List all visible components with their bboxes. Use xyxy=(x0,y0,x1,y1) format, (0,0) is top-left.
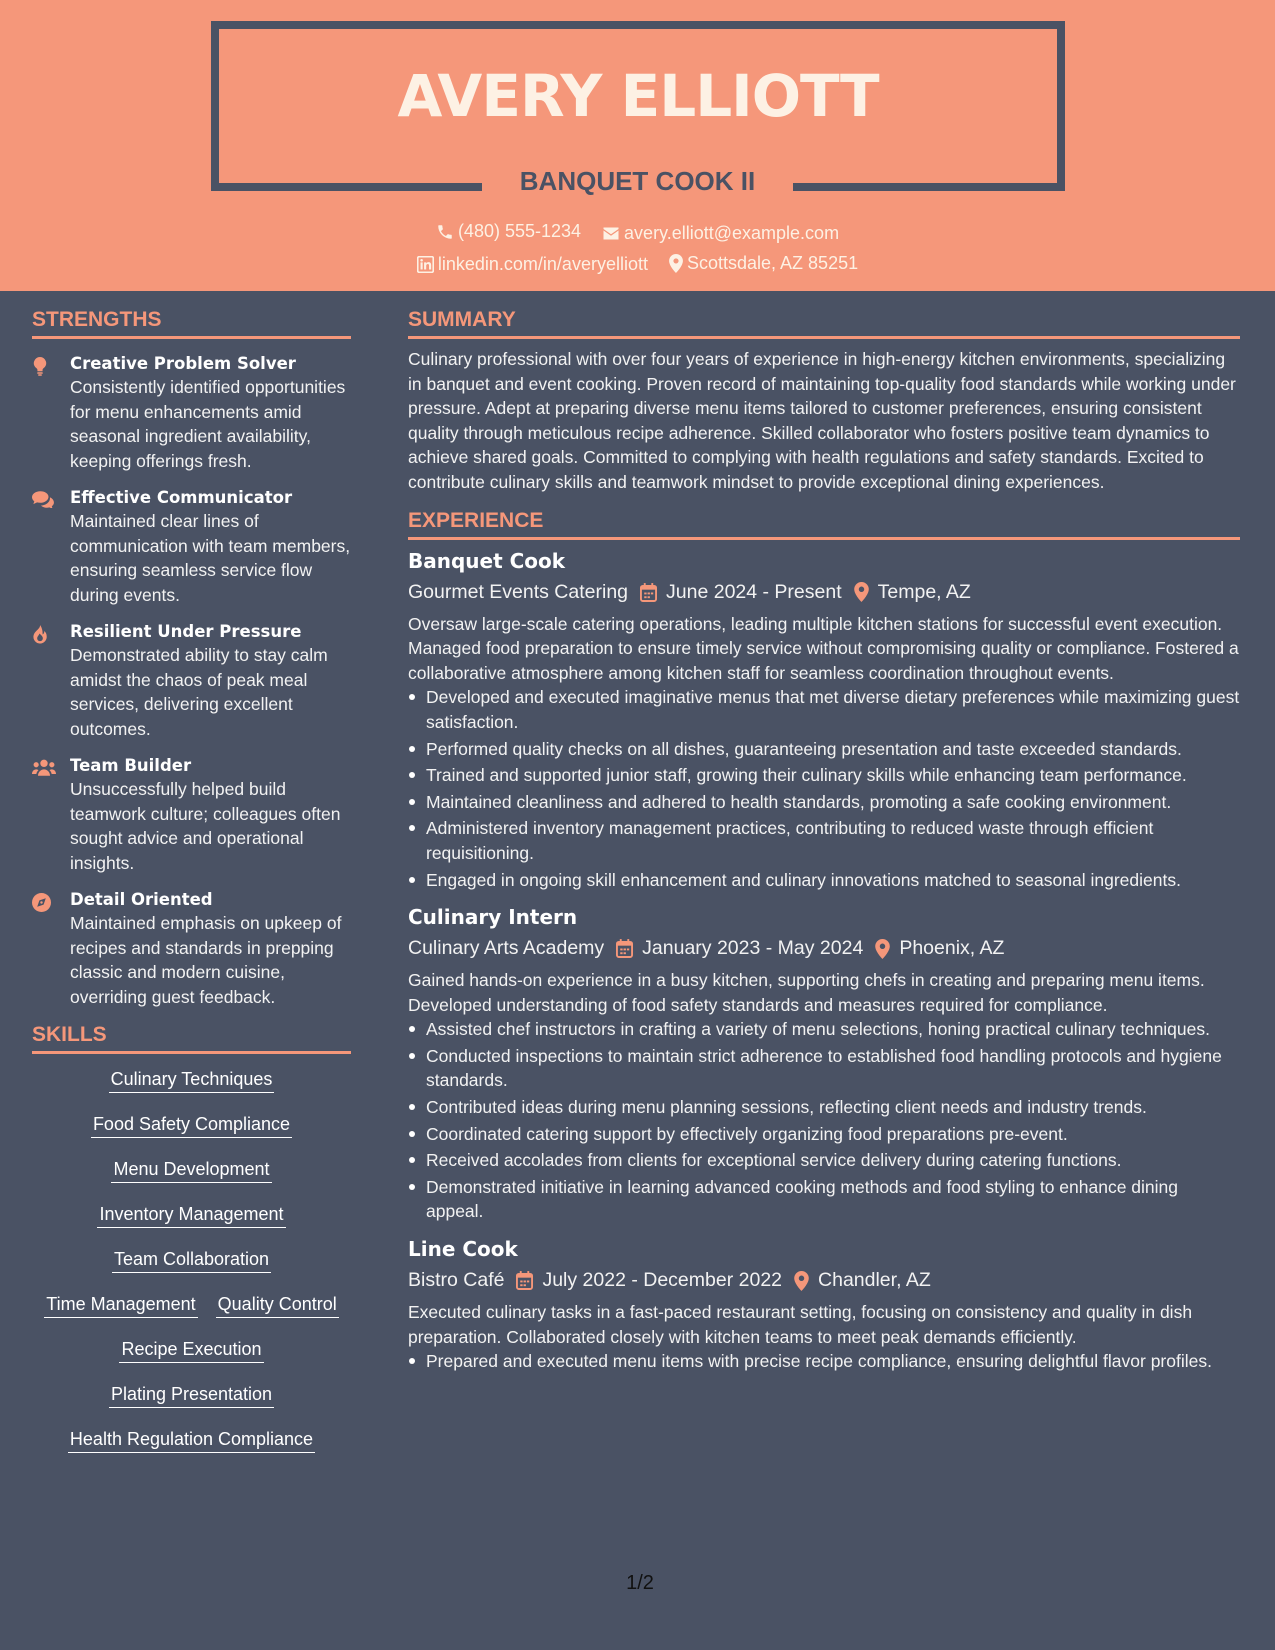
contact-row-2 xyxy=(0,253,1275,278)
skill-tag: Time Management xyxy=(44,1293,197,1318)
calendar-icon xyxy=(616,939,633,958)
left-column xyxy=(32,291,351,1473)
bullet-item: Demonstrated initiative in learning advanced cooking methods and food styling to enhance dining appeal. xyxy=(408,1175,1240,1224)
strengths-heading: STRENGTHS xyxy=(32,308,351,339)
skill-tag: Quality Control xyxy=(216,1293,339,1318)
bullet-item: Prepared and executed menu items with precise recipe compliance, ensuring delightful flavor profiles. xyxy=(408,1349,1240,1374)
bullet-item: Contributed ideas during menu planning sessions, reflecting client needs and industry trends. xyxy=(408,1095,1240,1120)
job-company: Bistro Café xyxy=(408,1269,505,1292)
strength-title: Detail Oriented xyxy=(70,890,213,909)
job-dates: June 2024 - Present xyxy=(666,580,842,603)
bullet-item: Trained and supported junior staff, growing their culinary skills while enhancing team performance. xyxy=(408,763,1240,788)
job-bullets xyxy=(408,685,1240,892)
job-entry xyxy=(408,548,1240,893)
envelope-icon xyxy=(602,226,620,241)
job-description: Gained hands-on experience in a busy kitchen, supporting chefs in creating and preparing menu items. Developed understanding of food safety standards and measures required for compliance. xyxy=(408,970,1205,1015)
summary-text: Culinary professional with over four years of experience in high-energy kitchen environments, specializing in banquet and event cooking. Proven record of maintaining top-quality food standards while working under pressure. Adept at preparing diverse menu items tailored to customer preferences, ensuring consistent quality through meticulous recipe adherence. Skilled collaborator who fosters positive team dynamics to achieve shared goals. Committed to complying with health regulations and safety standards. Excited to contribute culinary skills and teamwork mindset to provide exceptional dining experiences. xyxy=(408,349,1236,492)
skills-list xyxy=(32,1068,351,1473)
bullet-item: Assisted chef instructors in crafting a variety of menu selections, honing practical culinary techniques. xyxy=(408,1017,1240,1042)
job-entry xyxy=(408,904,1240,1224)
job-dates: July 2022 - December 2022 xyxy=(542,1269,783,1292)
job-dates: January 2023 - May 2024 xyxy=(642,937,864,960)
strength-desc: Unsuccessfully helped build teamwork culture; colleagues often sought advice and operational insights. xyxy=(70,779,341,873)
flame-icon xyxy=(32,625,48,644)
job-location: Chandler, AZ xyxy=(818,1269,931,1292)
job-description: Executed culinary tasks in a fast-paced restaurant setting, focusing on consistency and quality in dish preparation. Collaborated closely with kitchen teams to meet peak demands efficiently. xyxy=(408,1302,1193,1347)
job-meta xyxy=(408,935,1240,962)
skill-tag: Menu Development xyxy=(111,1158,271,1183)
map-pin-icon xyxy=(794,1271,809,1291)
users-icon xyxy=(32,759,56,776)
strength-item xyxy=(32,621,351,741)
skill-tag: Team Collaboration xyxy=(112,1248,271,1273)
phone-text: (480) 555-1234 xyxy=(457,221,582,241)
job-title: BANQUET COOK II xyxy=(519,166,756,196)
strength-item xyxy=(32,353,351,473)
job-location: Phoenix, AZ xyxy=(899,937,1005,960)
strength-item xyxy=(32,889,351,1009)
location-text: Scottsdale, AZ 85251 xyxy=(686,253,859,273)
calendar-icon xyxy=(640,583,657,602)
candidate-name: AVERY ELLIOTT xyxy=(397,62,879,130)
email-text: avery.elliott@example.com xyxy=(624,222,840,243)
linkedin-contact[interactable] xyxy=(417,254,648,275)
frame-bottom-left xyxy=(211,183,482,191)
bullet-item: Administered inventory management practices, contributing to reduced waste through efficient requisitioning. xyxy=(408,816,1240,865)
skill-tag: Health Regulation Compliance xyxy=(68,1428,315,1453)
strength-desc: Demonstrated ability to stay calm amidst the chaos of peak meal services, delivering excellent outcomes. xyxy=(70,645,328,739)
map-pin-icon xyxy=(669,254,683,273)
compass-icon xyxy=(32,893,51,912)
job-company: Culinary Arts Academy xyxy=(408,937,605,960)
phone-icon xyxy=(436,223,454,241)
job-role: Line Cook xyxy=(408,1237,518,1262)
right-column xyxy=(408,291,1240,1376)
job-role: Culinary Intern xyxy=(408,905,578,930)
skills-heading: SKILLS xyxy=(32,1023,351,1054)
lightbulb-icon xyxy=(32,357,48,376)
job-bullets xyxy=(408,1017,1240,1224)
map-pin-icon xyxy=(854,582,869,602)
job-meta xyxy=(408,1267,1240,1294)
skill-tag: Food Safety Compliance xyxy=(91,1113,292,1138)
skill-tag: Culinary Techniques xyxy=(109,1068,275,1093)
strength-item xyxy=(32,755,351,875)
summary-heading: SUMMARY xyxy=(408,308,1240,339)
chat-bubbles-icon xyxy=(32,491,54,508)
location-contact xyxy=(669,253,858,274)
strength-title: Team Builder xyxy=(70,756,192,775)
linkedin-icon xyxy=(417,256,434,273)
strength-title: Creative Problem Solver xyxy=(70,354,296,373)
job-role: Banquet Cook xyxy=(408,548,566,573)
strength-title: Resilient Under Pressure xyxy=(70,622,302,641)
bullet-item: Performed quality checks on all dishes, guaranteeing presentation and taste exceeded standards. xyxy=(408,737,1240,762)
contact-row-1 xyxy=(0,221,1275,246)
frame-bottom-right xyxy=(793,183,1065,191)
strength-item xyxy=(32,487,351,607)
skill-tag: Inventory Management xyxy=(97,1203,285,1228)
strength-title: Effective Communicator xyxy=(70,488,293,507)
linkedin-text: linkedin.com/in/averyelliott xyxy=(437,254,648,274)
job-entry xyxy=(408,1236,1240,1374)
strength-desc: Consistently identified opportunities for menu enhancements amid seasonal ingredient availability, keeping offerings fresh. xyxy=(70,377,346,471)
bullet-item: Conducted inspections to maintain strict adherence to established food handling protocols and hygiene standards. xyxy=(408,1044,1240,1093)
bullet-item: Coordinated catering support by effectively organizing food preparations pre-event. xyxy=(408,1122,1240,1147)
email-contact[interactable] xyxy=(602,223,839,244)
calendar-icon xyxy=(516,1271,533,1290)
job-company: Gourmet Events Catering xyxy=(408,580,629,603)
job-meta xyxy=(408,579,1240,606)
strength-desc: Maintained emphasis on upkeep of recipes and standards in prepping classic and modern cuisine, overriding guest feedback. xyxy=(70,913,342,1007)
bullet-item: Maintained cleanliness and adhered to health standards, promoting a safe cooking environment. xyxy=(408,790,1240,815)
skill-tag: Plating Presentation xyxy=(109,1383,274,1408)
job-bullets xyxy=(408,1349,1240,1374)
map-pin-icon xyxy=(875,939,890,959)
skill-tag: Recipe Execution xyxy=(119,1338,263,1363)
bullet-item: Developed and executed imaginative menus that met diverse dietary preferences while maximizing guest satisfaction. xyxy=(408,685,1240,734)
resume-header xyxy=(0,0,1275,291)
phone-contact[interactable] xyxy=(436,221,581,242)
job-description: Oversaw large-scale catering operations, leading multiple kitchen stations for successful event execution. Managed food preparation to ensure timely service without compromising quality or compliance. Fostered a collaborative atmosphere among kitchen staff for seamless coordination throughout events. xyxy=(408,613,1239,683)
bullet-item: Engaged in ongoing skill enhancement and culinary innovations matched to seasonal ingredients. xyxy=(408,868,1240,893)
bullet-item: Received accolades from clients for exceptional service delivery during catering functions. xyxy=(408,1148,1240,1173)
page-number: 1/2 xyxy=(626,1572,654,1594)
job-location: Tempe, AZ xyxy=(877,580,971,603)
strength-desc: Maintained clear lines of communication with team members, ensuring seamless service flow during events. xyxy=(70,511,351,605)
experience-heading: EXPERIENCE xyxy=(408,509,1240,540)
